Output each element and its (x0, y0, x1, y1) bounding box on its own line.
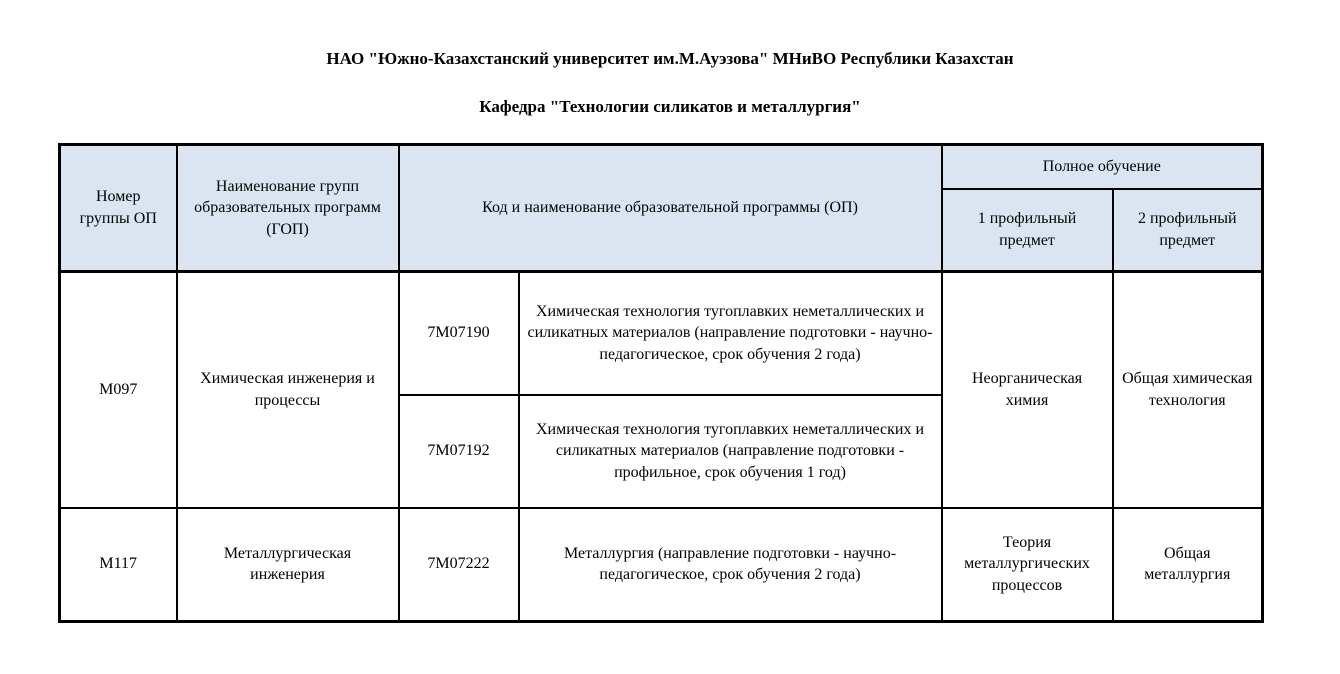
cell-group-name: Химическая инженерия и процессы (177, 272, 399, 508)
cell-program-name: Металлургия (направление подготовки - научно-педагогическое, срок обучения 2 года) (519, 508, 942, 622)
cell-program-code: 7М07190 (399, 272, 519, 395)
table-header (60, 145, 1263, 272)
table-row (60, 272, 1263, 395)
cell-subject1: Теория металлургических процессов (942, 508, 1113, 622)
cell-group-number: М097 (60, 272, 177, 508)
header-cell-subject2: 2 профильный предмет (1113, 189, 1263, 272)
table-row (60, 508, 1263, 622)
department-title: Кафедра "Технологии силикатов и металлургия" (479, 97, 861, 116)
cell-group-number: М117 (60, 508, 177, 622)
header-cell-group-number: Номер группы ОП (60, 145, 177, 272)
cell-program-name: Химическая технология тугоплавких неметаллических и силикатных материалов (направление подготовки - научно-педагогическое, срок обучения 2 года) (519, 272, 942, 395)
cell-group-name: Металлургическая инженерия (177, 508, 399, 622)
header-cell-group-name: Наименование групп образовательных программ (ГОП) (177, 145, 399, 272)
programs-table (58, 143, 1264, 623)
cell-subject1: Неорганическая химия (942, 272, 1113, 508)
cell-program-name: Химическая технология тугоплавких неметаллических и силикатных материалов (направление подготовки - профильное, срок обучения 1 год) (519, 395, 942, 508)
header-cell-full-time: Полное обучение (942, 145, 1263, 189)
cell-subject2: Общая химическая технология (1113, 272, 1263, 508)
header-cell-program: Код и наименование образовательной программы (ОП) (399, 145, 942, 272)
cell-program-code: 7М07192 (399, 395, 519, 508)
cell-subject2: Общая металлургия (1113, 508, 1263, 622)
cell-program-code: 7М07222 (399, 508, 519, 622)
header-cell-subject1: 1 профильный предмет (942, 189, 1113, 272)
university-title: НАО "Южно-Казахстанский университет им.М.Ауэзова" МНиВО Республики Казахстан (326, 49, 1014, 68)
